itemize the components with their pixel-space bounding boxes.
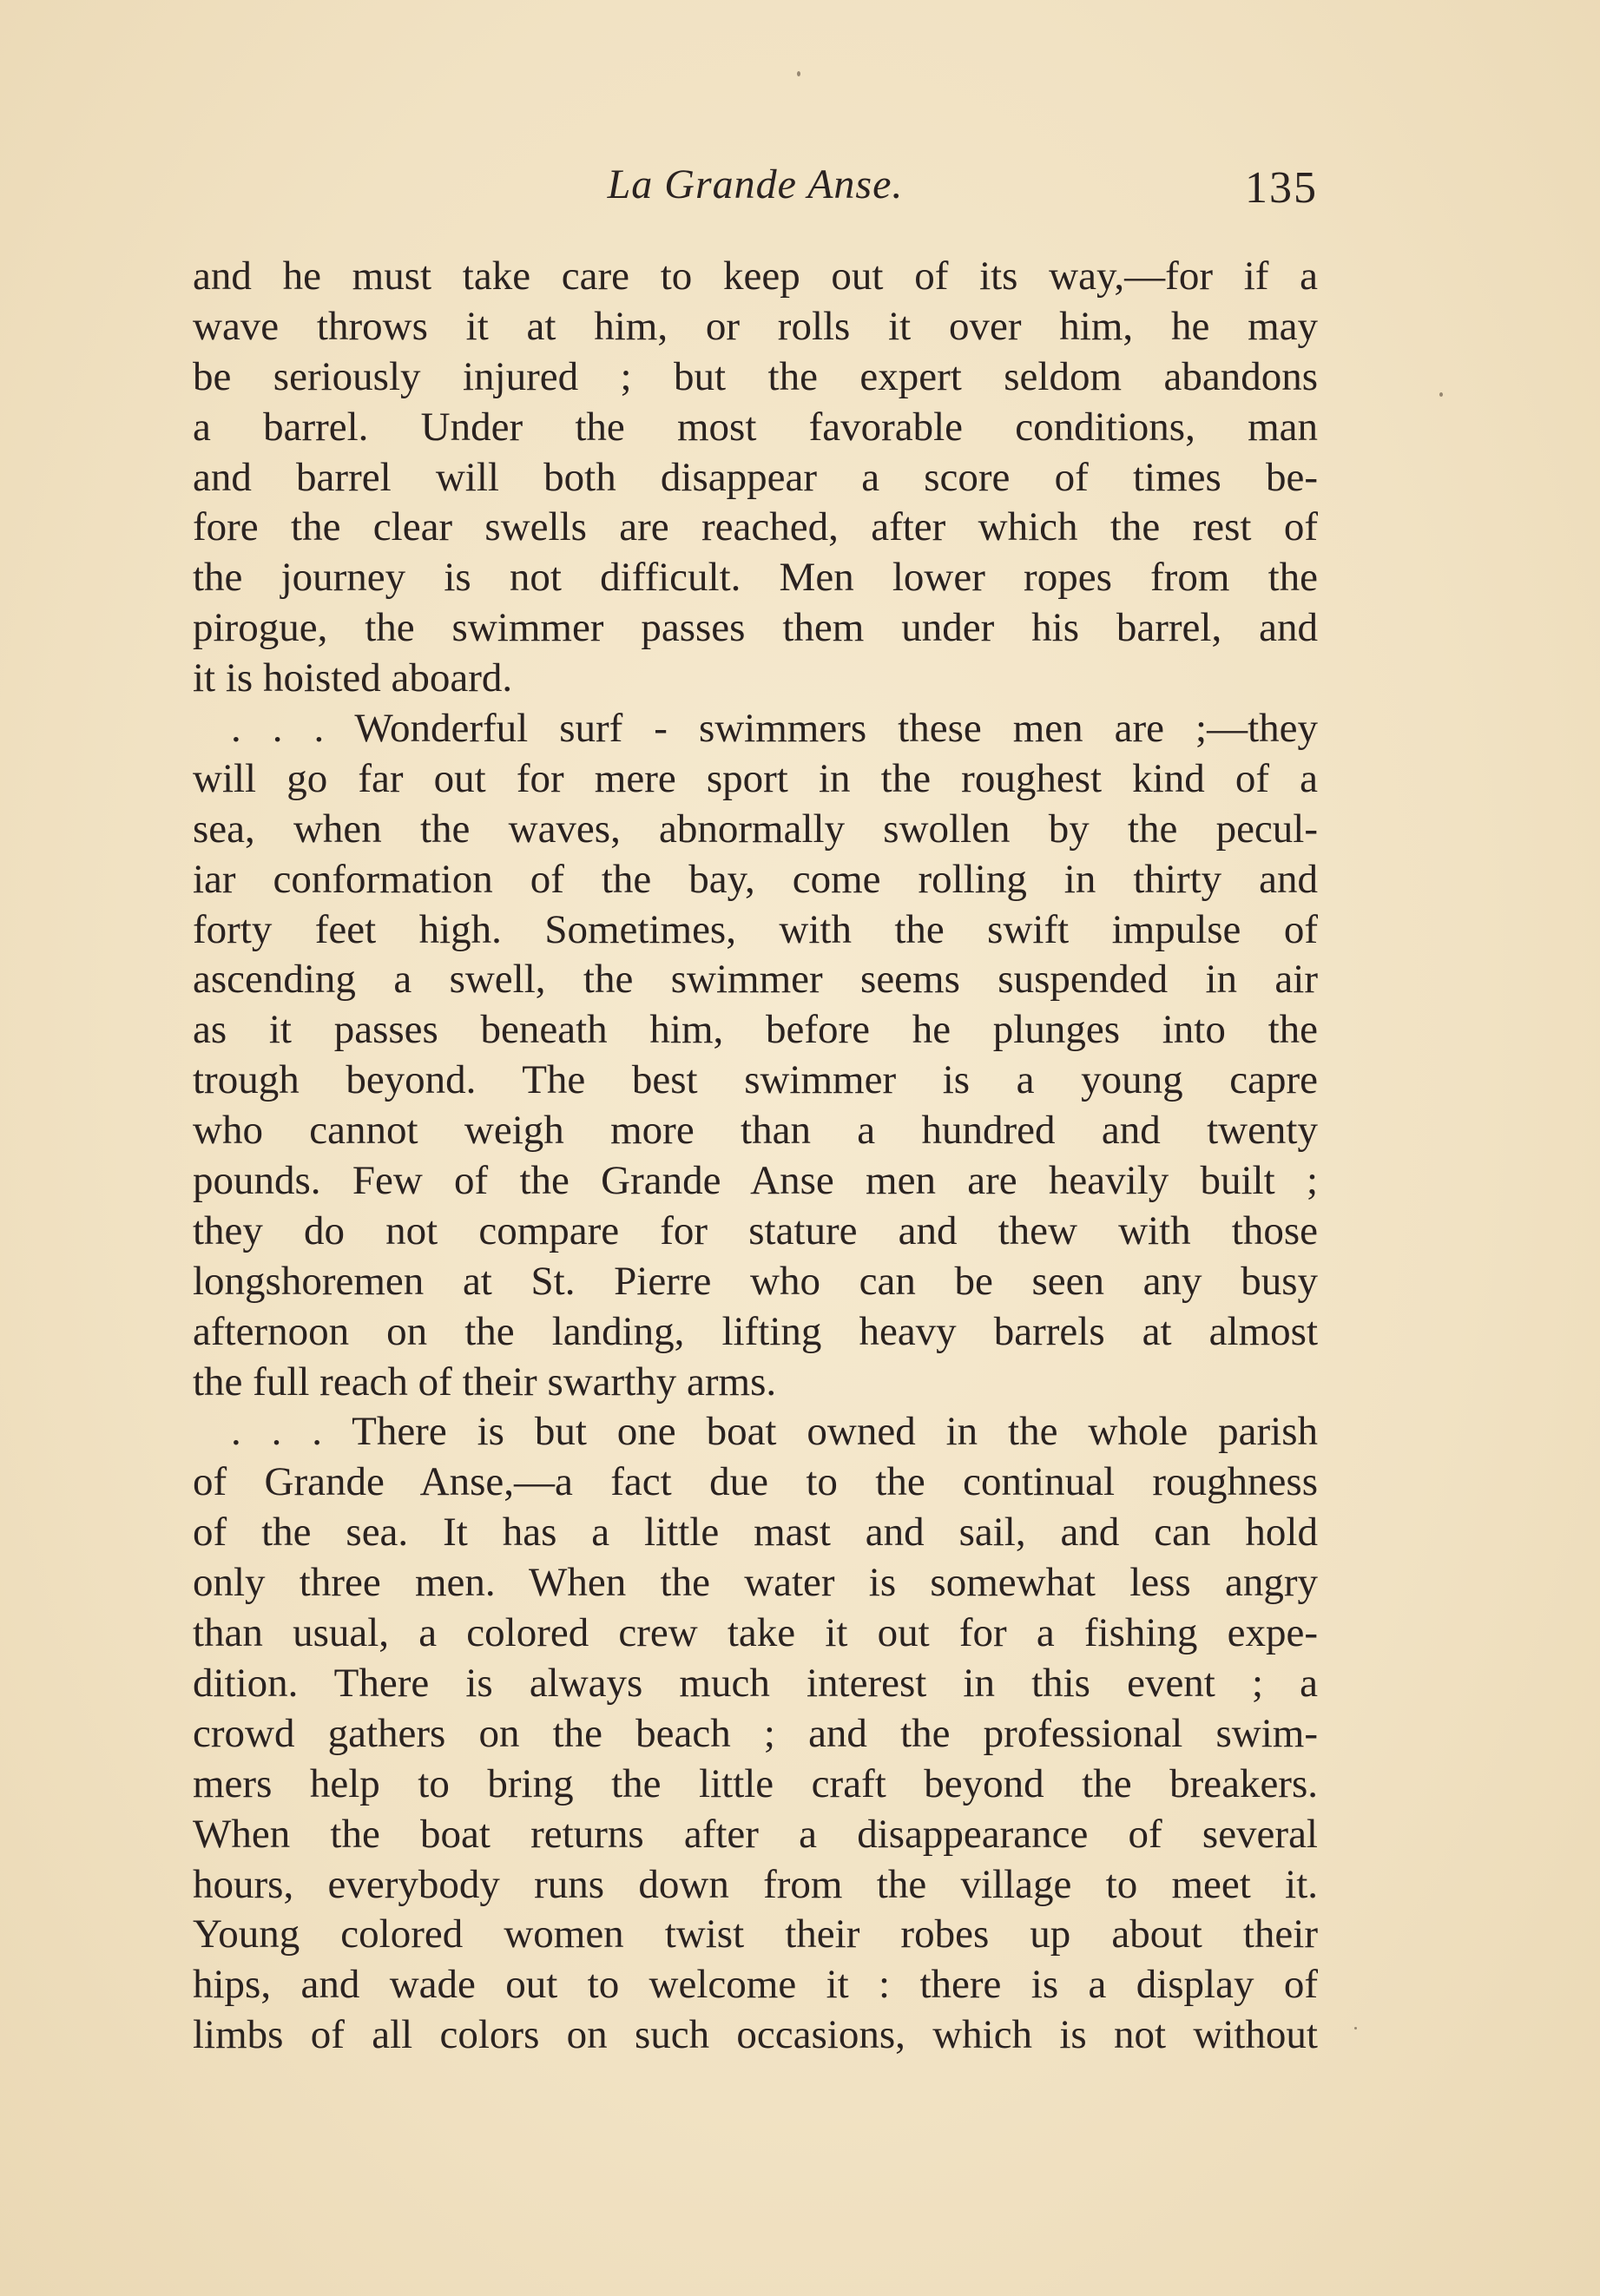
text-line: pounds. Few of the Grande Anse men are heavily built ; [193,1158,1318,1204]
text-line: as it passes beneath him, before he plunges into the [193,1007,1318,1053]
text-line: dition. There is always much interest in this event ; a [193,1660,1318,1706]
text-line: hours, everybody runs down from the village to meet it. [193,1861,1318,1907]
text-line: When the boat returns after a disappearance of several [193,1811,1318,1857]
text-line: will go far out for mere sport in the roughest kind of a [193,755,1318,801]
text-line: . . . There is but one boat owned in the whole parish [231,1409,1318,1455]
text-line: longshoremen at St. Pierre who can be seen any busy [193,1258,1318,1304]
text-line: . . . Wonderful surf - swimmers these men are ;—they [231,706,1318,752]
text-line: of Grande Anse,—a fact due to the continual roughness [193,1459,1318,1505]
text-line: pirogue, the swimmer passes them under his barrel, and [193,605,1318,651]
text-line: trough beyond. The best swimmer is a young capre [193,1057,1318,1103]
ink-speck [1354,2027,1357,2030]
text-line: fore the clear swells are reached, after which the rest of [193,504,1318,550]
text-line: forty feet high. Sometimes, with the swift impulse of [193,906,1318,952]
text-line: only three men. When the water is somewhat less angry [193,1560,1318,1606]
text-line: than usual, a colored crew take it out for a fishing expe- [193,1610,1318,1656]
text-line: a barrel. Under the most favorable conditions, man [193,404,1318,450]
text-line: and he must take care to keep out of its way,—for if a [193,253,1318,299]
text-line: the journey is not difficult. Men lower ropes from the [193,555,1318,601]
text-line: Young colored women twist their robes up about their [193,1911,1318,1957]
text-line: and barrel will both disappear a score of times be- [193,454,1318,500]
text-line: afternoon on the landing, lifting heavy barrels at almost [193,1308,1318,1354]
text-line: the full reach of their swarthy arms. [193,1359,777,1405]
text-line: limbs of all colors on such occasions, which is not without [193,2012,1318,2058]
ink-speck [797,71,800,76]
text-line: it is hoisted aboard. [193,655,513,701]
text-line: iar conformation of the bay, come rolling in thirty and [193,856,1318,902]
text-line: they do not compare for stature and thew with those [193,1207,1318,1253]
text-line: who cannot weigh more than a hundred and twenty [193,1108,1318,1154]
text-line: ascending a swell, the swimmer seems suspended in air [193,957,1318,1003]
text-line: crowd gathers on the beach ; and the professional swim- [193,1710,1318,1756]
text-line: of the sea. It has a little mast and sail, and can hold [193,1510,1318,1556]
text-line: mers help to bring the little craft beyond the breakers. [193,1760,1318,1806]
running-header [193,152,1318,221]
body-text [193,252,1318,2061]
text-line: wave throws it at him, or rolls it over him, he may [193,303,1318,349]
running-title: La Grande Anse. [607,161,904,207]
page-number: 135 [1245,163,1318,213]
ink-speck [1439,392,1443,397]
text-line: be seriously injured ; but the expert seldom abandons [193,353,1318,399]
text-line: sea, when the waves, abnormally swollen by the pecul- [193,806,1318,852]
text-line: hips, and wade out to welcome it : there is a display of [193,1962,1318,2008]
